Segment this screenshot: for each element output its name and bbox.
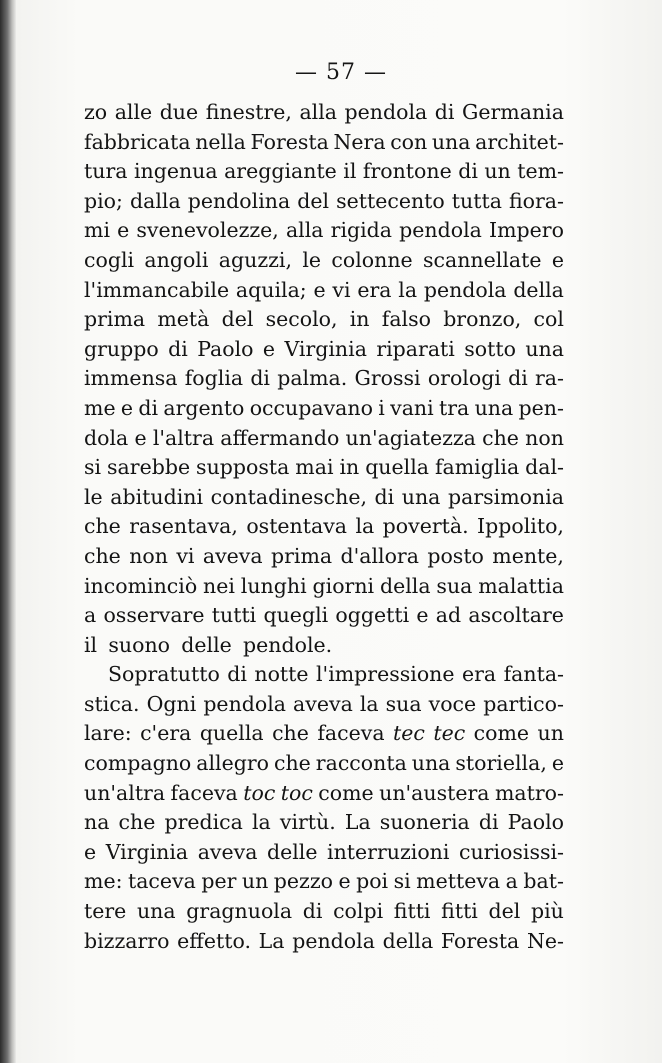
word: riparati [376, 336, 455, 361]
word: di [458, 159, 478, 184]
text-line [84, 394, 564, 424]
word: pio; [84, 188, 123, 213]
body-text [84, 98, 564, 956]
word: tutti [211, 603, 257, 628]
word: Germania [461, 100, 564, 124]
word: e [551, 247, 564, 272]
word: l'altra [152, 425, 215, 450]
word: di [227, 662, 247, 687]
word: La [344, 810, 371, 835]
word: vi [176, 543, 195, 568]
word: na [84, 810, 110, 835]
word: prima [270, 543, 333, 568]
word: non [129, 543, 168, 568]
text-line [84, 719, 564, 749]
word: la [398, 277, 418, 302]
word: effetto. [177, 928, 251, 953]
word: malattia [478, 573, 564, 598]
word: zo [84, 100, 108, 124]
word: che [482, 425, 519, 450]
word: pendola [399, 218, 482, 243]
word: pendole. [243, 632, 333, 657]
word: palma. [277, 366, 348, 391]
text-line [84, 128, 564, 158]
word: ingenua [133, 159, 218, 184]
word: fanta- [503, 662, 564, 687]
word: Paolo [197, 336, 254, 361]
text-line [84, 808, 564, 838]
word: pendolina [187, 188, 291, 213]
text-line [84, 512, 564, 542]
word: gruppo [84, 336, 159, 361]
word: metteva [416, 869, 501, 894]
word: più [531, 899, 564, 924]
word: aveva [197, 839, 258, 864]
word: tra [438, 395, 470, 420]
word: non [525, 425, 564, 450]
word: partico- [483, 691, 564, 716]
word: suoneria [379, 810, 470, 835]
word: alle [114, 100, 153, 124]
word: i [378, 395, 385, 420]
word: ostentava [246, 514, 348, 539]
word: angoli [144, 247, 209, 272]
word: me [84, 395, 116, 420]
word: frontone [362, 159, 452, 184]
word: e [117, 218, 130, 243]
word: una [136, 899, 176, 924]
word: il [343, 159, 357, 184]
word: del [297, 188, 330, 213]
word: tec [433, 721, 466, 746]
word: Nera [333, 129, 386, 154]
word: ascoltare [468, 603, 564, 628]
word: pen- [518, 395, 564, 420]
word: toc [243, 780, 276, 805]
word: ra- [534, 366, 564, 391]
text-line [84, 276, 564, 306]
word: che [84, 514, 121, 539]
word: compagno [84, 751, 192, 776]
word: Foresta [250, 129, 329, 154]
text-line [84, 216, 564, 246]
word: taceva [127, 869, 196, 894]
word: Sopratutto [108, 662, 220, 687]
word: immensa [84, 366, 178, 391]
word: posto [427, 543, 484, 568]
word: dalla [129, 188, 181, 213]
word: sua [436, 573, 473, 598]
word: nella [195, 129, 246, 154]
word: bizzarro [84, 928, 170, 953]
word: pendola [203, 691, 287, 716]
word: bronzo, [443, 307, 522, 332]
word: lunghi [240, 573, 307, 598]
text-line [84, 897, 564, 927]
word: due [159, 100, 199, 124]
word: sua [385, 691, 422, 716]
word: si [393, 869, 411, 894]
word: una [525, 336, 564, 361]
word: poi [356, 869, 389, 894]
word: quegli [263, 603, 329, 628]
word: vi [332, 277, 351, 302]
word: affermando [220, 425, 340, 450]
word: l'immancabile [84, 277, 230, 302]
text-line [84, 246, 564, 276]
word: alla [299, 100, 337, 124]
word: incominciò [84, 573, 198, 598]
word: di [138, 395, 159, 420]
text-line [84, 157, 564, 187]
word: un'austera [379, 780, 490, 805]
word: una [401, 484, 441, 509]
word: e [120, 395, 134, 420]
word: Grossi [354, 366, 421, 391]
word: Impero [488, 218, 564, 243]
word: rasentava, [129, 514, 238, 539]
word: e [84, 839, 97, 864]
word: e [551, 751, 564, 776]
word: colonne [331, 247, 413, 272]
word: argento [163, 395, 245, 420]
word: prima [84, 307, 146, 332]
word: era [357, 277, 392, 302]
word: povertà. [382, 514, 469, 539]
word: aquila; [235, 277, 307, 302]
word: lare: [84, 721, 132, 746]
word: della [379, 573, 431, 598]
word: orologi [427, 366, 501, 391]
word: fabbricata [84, 129, 191, 154]
word: Ne- [526, 928, 564, 953]
word: le [84, 484, 103, 509]
word: di [374, 484, 395, 509]
word: ad [435, 603, 462, 628]
word: alla [285, 218, 324, 243]
word: osservare [103, 603, 205, 628]
word: per [201, 869, 237, 894]
word: faceva [170, 780, 238, 805]
word: c'era [140, 721, 192, 746]
word: toc [280, 780, 313, 805]
word: tura [84, 159, 128, 184]
word: era [461, 662, 497, 687]
word: suono [108, 632, 171, 657]
text-line [84, 631, 564, 661]
word: mi [84, 218, 110, 243]
word: di [478, 810, 499, 835]
word: Virginia [284, 336, 367, 361]
word: fitti [441, 899, 478, 924]
word: la [359, 691, 379, 716]
word: aveva [293, 691, 353, 716]
word: virtù. [279, 810, 336, 835]
word: architet- [475, 129, 564, 154]
word: voce [428, 691, 477, 716]
page-number: — 57 — [295, 60, 387, 85]
word: un [484, 159, 511, 184]
word: predica [164, 810, 243, 835]
word: che [84, 543, 121, 568]
word: in [349, 307, 370, 332]
word: interruzioni [327, 839, 450, 864]
text-line [84, 542, 564, 572]
word: settecento [336, 188, 445, 213]
text-line [84, 601, 564, 631]
word: un'agiatezza [345, 425, 476, 450]
word: supposta [196, 455, 290, 480]
word: e [262, 336, 276, 361]
word: colpi [333, 899, 384, 924]
word: che [272, 721, 309, 746]
word: Paolo [507, 810, 564, 835]
word: della [513, 277, 564, 302]
text-line [84, 187, 564, 217]
word: faceva [317, 721, 385, 746]
word: di [250, 366, 270, 391]
word: nei [203, 573, 235, 598]
text-line [84, 364, 564, 394]
word: e [134, 425, 147, 450]
word: una [431, 129, 471, 154]
word: metà [157, 307, 210, 332]
word: d'allora [340, 543, 419, 568]
word: che [118, 810, 156, 835]
word: e [338, 869, 351, 894]
word: mente, [492, 543, 564, 568]
word: si [84, 455, 102, 480]
word: a [84, 603, 97, 628]
word: di [434, 100, 455, 124]
text-line [84, 660, 564, 690]
word: Virginia [105, 839, 189, 864]
word: mai [295, 455, 334, 480]
word: di [302, 899, 323, 924]
word: dola [84, 425, 129, 450]
word: della [382, 928, 434, 953]
word: quella [365, 455, 429, 480]
word: una [474, 395, 514, 420]
word: le [302, 247, 322, 272]
word: un [241, 869, 269, 894]
word: vani [390, 395, 434, 420]
word: oggetti [335, 603, 410, 628]
word: aveva [202, 543, 263, 568]
word: e [313, 277, 326, 302]
word: allegro [196, 751, 269, 776]
word: del [221, 307, 254, 332]
word: come [318, 780, 374, 805]
word: rigida [330, 218, 393, 243]
word: e [416, 603, 429, 628]
word: fitti [393, 899, 431, 924]
word: cogli [84, 247, 135, 272]
text-line [84, 572, 564, 602]
word: sarebbe [107, 455, 191, 480]
word: col [533, 307, 564, 332]
text-line [84, 779, 564, 809]
word: contadinesche, [210, 484, 367, 509]
word: una [411, 751, 451, 776]
word: che [273, 751, 311, 776]
word: pendola [292, 928, 375, 953]
word: matro- [494, 780, 564, 805]
word: notte [254, 662, 309, 687]
text-line [84, 453, 564, 483]
word: Ippolito, [477, 514, 564, 539]
text-line [84, 483, 564, 513]
word: falso [381, 307, 431, 332]
word: pezzo [273, 869, 333, 894]
word: bat- [523, 869, 564, 894]
word: Ogni [146, 691, 197, 716]
word: foglia [184, 366, 244, 391]
text-line [84, 305, 564, 335]
word: scannellate [423, 247, 542, 272]
word: un [537, 721, 564, 746]
word: quella [199, 721, 264, 746]
word: tec [393, 721, 425, 746]
word: secolo, [265, 307, 338, 332]
text-line [84, 867, 564, 897]
text-line [84, 927, 564, 957]
word: racconta [315, 751, 407, 776]
word: un'altra [84, 780, 166, 805]
word: La [258, 928, 285, 953]
word: tutta [451, 188, 502, 213]
word: curiosissi- [458, 839, 564, 864]
word: a [505, 869, 518, 894]
word: dal- [525, 455, 564, 480]
book-spine-shadow [0, 0, 16, 1063]
word: pendola [423, 277, 507, 302]
text-line [84, 749, 564, 779]
text-line [84, 98, 564, 128]
word: in [339, 455, 360, 480]
word: parsimonia [447, 484, 564, 509]
word: stica. [84, 691, 140, 716]
word: come [473, 721, 530, 746]
text-line [84, 838, 564, 868]
word: aguzzi, [218, 247, 292, 272]
word: con [390, 129, 428, 154]
word: occupavano [249, 395, 373, 420]
text-line [84, 690, 564, 720]
word: il [84, 632, 98, 657]
word: la [251, 810, 271, 835]
word: areggiante [224, 159, 337, 184]
word: delle [181, 632, 232, 657]
word: pendola [344, 100, 428, 124]
word: famiglia [434, 455, 520, 480]
word: di [508, 366, 528, 391]
word: di [168, 336, 188, 361]
word: l'impressione [316, 662, 455, 687]
word: sotto [464, 336, 516, 361]
word: tem- [517, 159, 564, 184]
word: tere [84, 899, 127, 924]
text-line [84, 424, 564, 454]
word: Foresta [440, 928, 520, 953]
word: me: [84, 869, 123, 894]
text-line [84, 335, 564, 365]
word: storiella, [455, 751, 547, 776]
word: delle [267, 839, 318, 864]
word: del [488, 899, 521, 924]
word: la [355, 514, 375, 539]
word: giorni [312, 573, 375, 598]
word: svenevolezze, [136, 218, 279, 243]
word: abitudini [110, 484, 204, 509]
word: finestre, [205, 100, 292, 124]
word: fiora- [508, 188, 564, 213]
word: gragnuola [186, 899, 293, 924]
